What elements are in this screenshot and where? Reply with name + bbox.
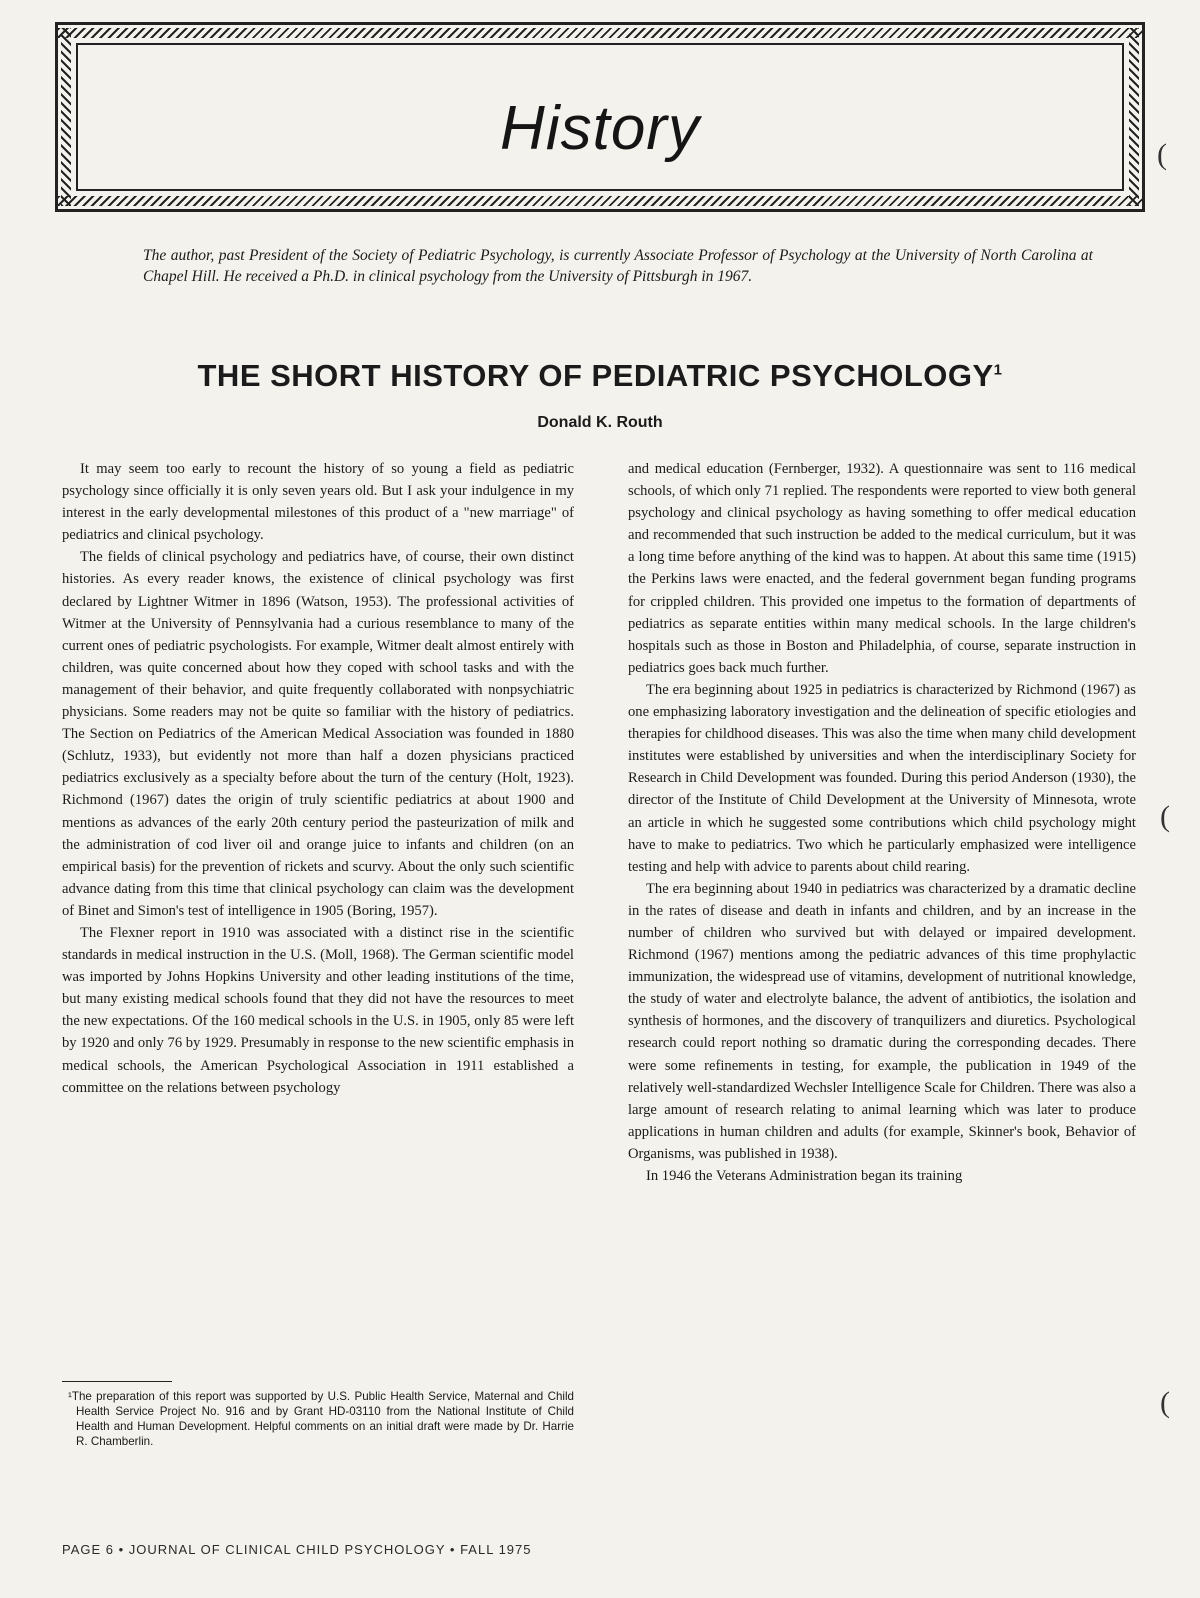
paragraph: The Flexner report in 1910 was associated with a distinct rise in the scientific standards in medical instruction in the U.S. (Moll, 1968). The German scientific model was imported by Johns Hopkins University and other leading institutions of the time, but many existing medical schools found that they did not have the resources to meet the new expectations. Of the 160 medical schools in the U.S. in 1905, only 85 were left by 1920 and only 76 by 1929. Presumably in response to the new scientific emphasis in medical schools, the American Psychological Association in 1911 established a committee on the relations between psychology [62, 924, 574, 1096]
page-footer: PAGE 6 • JOURNAL OF CLINICAL CHILD PSYCHOLOGY • FALL 1975 [62, 1542, 532, 1557]
paragraph: It may seem too early to recount the history of so young a field as pediatric psychology since officially it is only seven years old. But I ask your indulgence in my interest in the early developmental milestones of this product of a "new marriage" of pediatrics and clinical psychology. [62, 461, 574, 544]
article-author: Donald K. Routh [537, 414, 663, 431]
article-title-text: THE SHORT HISTORY OF PEDIATRIC PSYCHOLOGY [197, 358, 994, 393]
paragraph: The fields of clinical psychology and pediatrics have, of course, their own distinct histories. As every reader knows, the existence of clinical psychology was first declared by Lightner Witmer in 1896 (Watson, 1953). The professional activities of Witmer at the University of Pennsylvania had a curious resemblance to many of the current ones of pediatric psychologists. For example, Witmer dealt almost entirely with children, was quite concerned about how they coped with school tasks and with the management of their behavior, and quite frequently collaborated with nonpsychiatric physicians. Some readers may not be quite so familiar with the history of pediatrics. The Section on Pediatrics of the American Medical Association was founded in 1880 (Schlutz, 1933), but evidently not more than half a dozen physicians practiced pediatrics exclusively as a specialty before about the turn of the century (Holt, 1923). Richmond (1967) dates the origin of truly scientific pediatrics at about 1900 and mentions as advances of the early 20th century period the pasteurization of milk and the administration of cod liver oil and orange juice to infants and children (on an empirical basis) for the prevention of rickets and scurvy. About the only such scientific advance dating from this time that clinical psychology can claim was the development of Binet and Simon's test of intelligence in 1905 (Boring, 1957). [62, 549, 574, 919]
section-title: History [500, 94, 700, 163]
footnote: ¹The preparation of this report was supported by U.S. Public Health Service, Maternal and Child Health Service Project No. 916 and by Grant HD-03110 from the National Institute of Child Health and Human Development. Helpful comments on an initial draft were made by Dr. Harrie R. Chamberlin. [68, 1390, 574, 1448]
margin-mark: ( [1160, 800, 1170, 833]
banner-border-top [58, 28, 1142, 38]
margin-mark: ( [1160, 1386, 1170, 1419]
footnote-rule [62, 1381, 172, 1382]
footnote-marker: 1 [993, 361, 1003, 379]
left-column [62, 458, 574, 1099]
paragraph: and medical education (Fernberger, 1932). A questionnaire was sent to 116 medical schools, of which only 71 replied. The respondents were reported to view both general psychology and clinical psychology as having something to offer medical education and recommended that such instruction be added to the medical curriculum, but it was a long time before anything of the kind was to happen. At about this same time (1915) the Perkins laws were enacted, and the federal government began funding programs for crippled children. This provided one impetus to the formation of departments of pediatrics as separate entities within many medical schools. In the large children's hospitals such as those in Boston and Philadelphia, of course, separate instruction in pediatrics goes back much further. [628, 461, 1136, 676]
right-column [628, 458, 1136, 1187]
author-note: The author, past President of the Society of Pediatric Psychology, is currently Associate Professor of Psychology at the University of North Carolina at Chapel Hill. He received a Ph.D. in clinical psychology from the University of Pittsburgh in 1967. [143, 247, 1093, 285]
paragraph: The era beginning about 1925 in pediatrics is characterized by Richmond (1967) as one emphasizing laboratory investigation and the delineation of specific etiologies and therapies for childhood diseases. This was also the time when many child development institutes were established by universities and when the interdisciplinary Society for Research in Child Development was founded. During this period Anderson (1930), the director of the Institute of Child Development at the University of Minnesota, wrote an article in which he suggested some contributions which child psychology might have to make to pediatrics. Two which he particularly emphasized were intelligence testing and help with advice to parents about child rearing. [628, 681, 1136, 875]
paragraph: In 1946 the Veterans Administration began its training [646, 1168, 963, 1184]
history-banner [55, 22, 1145, 212]
paragraph: The era beginning about 1940 in pediatrics was characterized by a dramatic decline in the rates of disease and death in infants and children, and by an increase in the number of children who survived but with delayed or impaired development. Richmond (1967) mentions among the pediatric advances of this time prophylactic immunization, the widespread use of vitamins, development of nutritional knowledge, the study of water and electrolyte balance, the advent of antibiotics, the isolation and synthesis of hormones, and the discovery of tranquilizers and diuretics. Psychological research could report nothing so dramatic during the corresponding decades. There were some refinements in testing, for example, the publication in 1949 of the relatively well-standardized Wechsler Intelligence Scale for Children. There was also a large amount of research relating to animal learning which was later to produce applications in human children and adults (for example, Skinner's book, Behavior of Organisms, was published in 1938). [628, 880, 1136, 1162]
margin-mark: ( [1157, 138, 1167, 171]
banner-border-bottom [58, 196, 1142, 206]
article-title [0, 358, 1200, 394]
